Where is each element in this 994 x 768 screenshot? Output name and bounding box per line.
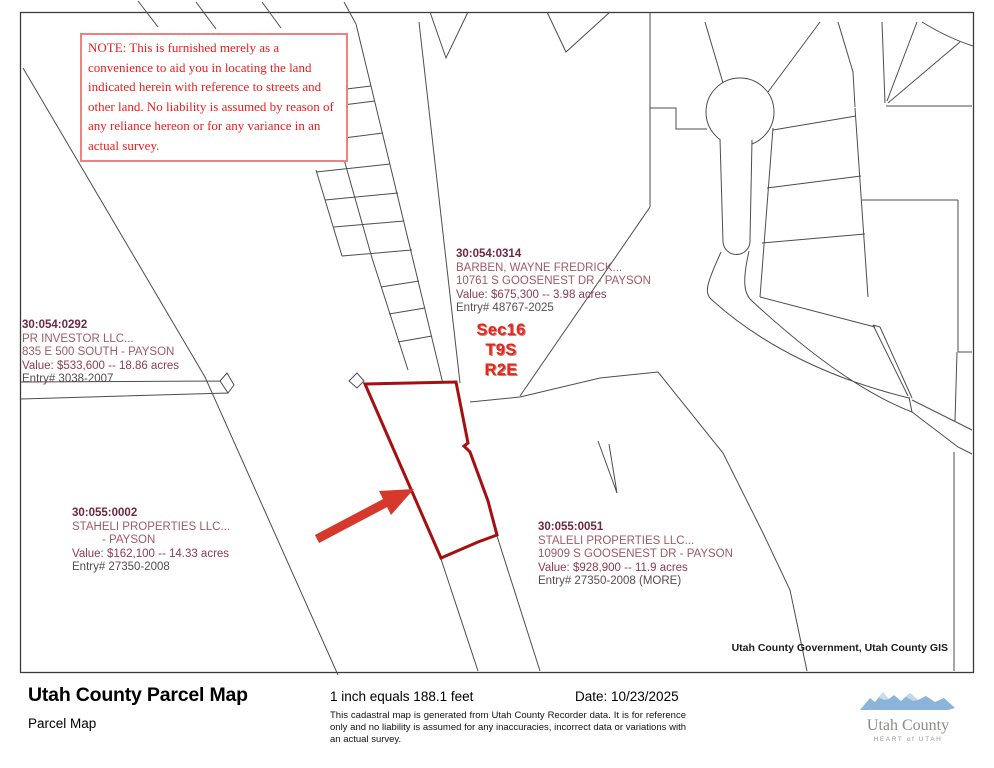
note-text: NOTE: This is furnished merely as a convenience to aid you in locating the land indicated herein with reference to streets and other land. No liability is assumed by reason of any reliance hereon or for any variance in an actual survey.	[88, 40, 334, 153]
parcel-address: - PAYSON	[102, 534, 156, 546]
page-subtitle: Parcel Map	[28, 716, 97, 731]
northeast-fan-parcels	[862, 22, 973, 200]
county-logo	[856, 688, 960, 743]
right-edge-lines	[954, 200, 972, 671]
cul-de-sac-circle	[706, 78, 774, 146]
range-label: R2E	[484, 361, 518, 379]
east-parcel-ladder	[760, 108, 875, 327]
parcel-owner: STALELI PROPERTIES LLC...	[538, 534, 695, 547]
parcel-address: 10909 S GOOSENEST DR - PAYSON	[538, 548, 733, 560]
cul-de-sac-stem	[720, 139, 752, 255]
section-label	[470, 320, 532, 380]
logo-tagline: HEART of UTAH	[873, 736, 943, 743]
parcel-id: 30:055:0051	[538, 521, 604, 533]
east-curved-road	[707, 251, 972, 454]
highlighted-parcel-outline	[365, 382, 497, 558]
parcel-value: Value: $675,300 -- 3.98 acres	[456, 288, 607, 301]
parcel-label-0002	[72, 507, 230, 575]
logo-name: Utah County	[866, 717, 950, 734]
notch-lines	[650, 108, 707, 129]
parcel-entry: Entry# 27350-2008 (MORE)	[538, 575, 682, 587]
small-diamond-parcel	[349, 373, 364, 388]
parcel-value: Value: $928,900 -- 11.9 acres	[538, 561, 688, 574]
parcel-entry: Entry# 27350-2008	[72, 561, 170, 573]
date-text: Date: 10/23/2025	[575, 689, 679, 704]
township-label: T9S	[485, 341, 517, 359]
note-box	[80, 33, 348, 162]
parcel-entry: Entry# 48767-2025	[456, 302, 554, 314]
radial-lines	[705, 22, 855, 107]
parcel-id: 30:054:0292	[22, 319, 88, 331]
parcel-label-0314	[456, 248, 651, 316]
spike-sliver	[873, 325, 912, 398]
parcel-address: 835 E 500 SOUTH - PAYSON	[22, 346, 175, 358]
parcel-label-0292	[22, 319, 179, 387]
pointer-arrow	[317, 489, 414, 539]
parcel-owner: BARBEN, WAYNE FREDRICK...	[456, 261, 623, 274]
top-margin-ticks	[138, 1, 356, 29]
parcel-label-0051	[538, 521, 733, 589]
parcel-owner: STAHELI PROPERTIES LLC...	[72, 520, 231, 533]
parcel-entry: Entry# 3038-2007	[22, 373, 114, 385]
parcel-address: 10761 S GOOSENEST DR - PAYSON	[456, 275, 651, 287]
disclaimer-text: This cadastral map is generated from Utah County Recorder data. It is for reference only and no liability is assumed for any inaccuracies, incorrect data or variations with an actual survey.	[330, 710, 686, 745]
attribution-text: Utah County Government, Utah County GIS	[731, 642, 948, 654]
parcel-id: 30:055:0002	[72, 507, 138, 519]
scale-text: 1 inch equals 188.1 feet	[330, 689, 474, 704]
mountains-icon	[858, 688, 958, 712]
parcel-owner: PR INVESTOR LLC...	[22, 332, 134, 345]
parcel-value: Value: $533,600 -- 18.86 acres	[22, 359, 180, 372]
page-title: Utah County Parcel Map	[28, 684, 248, 706]
parcel-value: Value: $162,100 -- 14.33 acres	[72, 547, 230, 560]
parcel-id: 30:054:0314	[456, 248, 522, 260]
section-number: Sec16	[476, 321, 526, 339]
